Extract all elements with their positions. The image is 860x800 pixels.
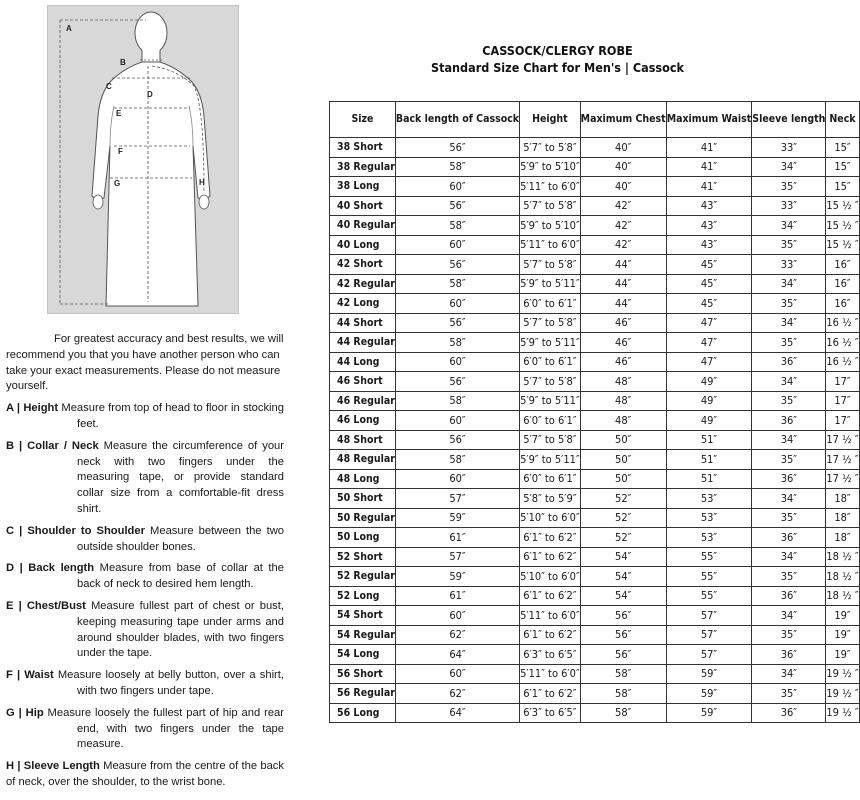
cell-back-length: 62″ xyxy=(395,625,519,645)
cell-sleeve: 36″ xyxy=(752,528,826,548)
table-row xyxy=(330,430,860,450)
cell-size: 40 Long xyxy=(330,235,396,255)
table-row xyxy=(330,352,860,372)
cell-waist: 59″ xyxy=(666,664,752,684)
cell-sleeve: 34″ xyxy=(752,157,826,177)
table-row xyxy=(330,372,860,392)
cell-size: 52 Regular xyxy=(330,567,396,587)
instruction-text: Measure the circumference of your neck with two fingers under the measuring tape, or provide standard collar size from a comfortable-fit dress shirt. xyxy=(77,439,285,515)
cell-size: 50 Regular xyxy=(330,508,396,528)
table-row xyxy=(330,157,860,177)
cell-chest: 54″ xyxy=(580,547,666,567)
table-row xyxy=(330,313,860,333)
cell-height: 5′9″ to 5′11″ xyxy=(520,274,581,294)
figure-letter-g: G xyxy=(114,179,121,188)
table-row xyxy=(330,216,860,236)
cell-sleeve: 33″ xyxy=(752,196,826,216)
cell-height: 5′10″ to 6′0″ xyxy=(520,567,581,587)
cell-sleeve: 35″ xyxy=(752,333,826,353)
instruction-hip xyxy=(6,706,284,753)
cell-sleeve: 34″ xyxy=(752,313,826,333)
cell-waist: 55″ xyxy=(666,567,752,587)
cell-height: 5′9″ to 5′10″ xyxy=(520,157,581,177)
cell-chest: 52″ xyxy=(580,508,666,528)
cell-neck: 17 ½ ″ xyxy=(826,450,859,470)
cell-sleeve: 35″ xyxy=(752,294,826,314)
instruction-label: C | Shoulder to Shoulder xyxy=(6,524,145,537)
table-row xyxy=(330,664,860,684)
cell-sleeve: 34″ xyxy=(752,664,826,684)
cell-sleeve: 33″ xyxy=(752,255,826,275)
cell-chest: 54″ xyxy=(580,586,666,606)
cell-size: 42 Long xyxy=(330,294,396,314)
table-row xyxy=(330,508,860,528)
cell-waist: 51″ xyxy=(666,430,752,450)
cell-neck: 18″ xyxy=(826,489,859,509)
instruction-label: F | Waist xyxy=(6,669,54,682)
cell-neck: 15 ½ ″ xyxy=(826,235,859,255)
cell-waist: 57″ xyxy=(666,625,752,645)
cell-waist: 49″ xyxy=(666,372,752,392)
cell-height: 5′8″ to 5′9″ xyxy=(520,489,581,509)
cell-waist: 47″ xyxy=(666,352,752,372)
cell-chest: 44″ xyxy=(580,255,666,275)
cell-waist: 41″ xyxy=(666,177,752,197)
table-row xyxy=(330,450,860,470)
table-row xyxy=(330,684,860,704)
cell-neck: 17″ xyxy=(826,372,859,392)
cell-waist: 59″ xyxy=(666,703,752,723)
figure-letter-c: C xyxy=(106,82,112,91)
cell-size: 44 Long xyxy=(330,352,396,372)
cell-back-length: 58″ xyxy=(395,333,519,353)
table-row xyxy=(330,411,860,431)
cell-size: 54 Regular xyxy=(330,625,396,645)
cell-size: 48 Regular xyxy=(330,450,396,470)
cell-size: 44 Regular xyxy=(330,333,396,353)
cell-neck: 16″ xyxy=(826,255,859,275)
table-row xyxy=(330,255,860,275)
cell-height: 5′11″ to 6′0″ xyxy=(520,664,581,684)
cell-back-length: 58″ xyxy=(395,450,519,470)
cell-sleeve: 34″ xyxy=(752,274,826,294)
cell-neck: 15″ xyxy=(826,177,859,197)
cell-height: 6′0″ to 6′1″ xyxy=(520,352,581,372)
cell-chest: 50″ xyxy=(580,450,666,470)
cell-sleeve: 35″ xyxy=(752,235,826,255)
cell-chest: 52″ xyxy=(580,489,666,509)
table-row xyxy=(330,235,860,255)
cell-size: 50 Long xyxy=(330,528,396,548)
cell-sleeve: 34″ xyxy=(752,430,826,450)
table-row xyxy=(330,391,860,411)
cell-size: 54 Short xyxy=(330,606,396,626)
cell-chest: 52″ xyxy=(580,528,666,548)
cell-waist: 43″ xyxy=(666,216,752,236)
cell-back-length: 61″ xyxy=(395,528,519,548)
cell-height: 5′7″ to 5′8″ xyxy=(520,138,581,158)
cell-chest: 54″ xyxy=(580,567,666,587)
cell-back-length: 58″ xyxy=(395,157,519,177)
cell-neck: 15″ xyxy=(826,138,859,158)
cell-size: 40 Regular xyxy=(330,216,396,236)
table-row xyxy=(330,469,860,489)
cell-sleeve: 36″ xyxy=(752,703,826,723)
cell-size: 56 Regular xyxy=(330,684,396,704)
cell-size: 48 Short xyxy=(330,430,396,450)
table-row xyxy=(330,625,860,645)
cell-size: 46 Short xyxy=(330,372,396,392)
cell-back-length: 60″ xyxy=(395,177,519,197)
cell-neck: 17 ½ ″ xyxy=(826,469,859,489)
table-row xyxy=(330,333,860,353)
cell-waist: 59″ xyxy=(666,684,752,704)
cell-waist: 49″ xyxy=(666,391,752,411)
cell-sleeve: 33″ xyxy=(752,138,826,158)
instruction-label: E | Chest/Bust xyxy=(6,599,86,612)
cell-waist: 53″ xyxy=(666,489,752,509)
table-row xyxy=(330,645,860,665)
cell-chest: 40″ xyxy=(580,138,666,158)
cell-size: 40 Short xyxy=(330,196,396,216)
measurement-figure xyxy=(47,5,239,314)
cell-chest: 42″ xyxy=(580,216,666,236)
cell-size: 54 Long xyxy=(330,645,396,665)
cell-size: 46 Long xyxy=(330,411,396,431)
instruction-label: D | Back length xyxy=(6,562,95,575)
cell-size: 50 Short xyxy=(330,489,396,509)
cell-sleeve: 36″ xyxy=(752,586,826,606)
cell-size: 38 Short xyxy=(330,138,396,158)
cell-chest: 50″ xyxy=(580,430,666,450)
cell-back-length: 56″ xyxy=(395,255,519,275)
cell-height: 5′9″ to 5′10″ xyxy=(520,216,581,236)
cell-height: 5′9″ to 5′11″ xyxy=(520,391,581,411)
cell-height: 5′11″ to 6′0″ xyxy=(520,606,581,626)
cell-height: 6′1″ to 6′2″ xyxy=(520,586,581,606)
cell-height: 6′1″ to 6′2″ xyxy=(520,684,581,704)
figure-letter-f: F xyxy=(118,147,123,156)
cell-back-length: 62″ xyxy=(395,684,519,704)
cell-sleeve: 34″ xyxy=(752,372,826,392)
instruction-back-length xyxy=(6,561,284,593)
cell-height: 5′7″ to 5′8″ xyxy=(520,372,581,392)
cell-size: 42 Regular xyxy=(330,274,396,294)
cell-neck: 15″ xyxy=(826,157,859,177)
cell-waist: 43″ xyxy=(666,235,752,255)
figure-letter-d: D xyxy=(147,90,153,99)
cell-waist: 51″ xyxy=(666,450,752,470)
cell-neck: 17″ xyxy=(826,411,859,431)
cell-height: 6′0″ to 6′1″ xyxy=(520,294,581,314)
instruction-text: Measure from base of collar at the back of neck to desired hem length. xyxy=(77,562,284,591)
instruction-label: H | Sleeve Length xyxy=(6,760,100,773)
instruction-chest xyxy=(6,599,284,662)
header-height: Height xyxy=(520,102,581,138)
cell-neck: 16 ½ ″ xyxy=(826,333,859,353)
cell-neck: 18 ½ ″ xyxy=(826,586,859,606)
cell-back-length: 60″ xyxy=(395,606,519,626)
instruction-text: Measure between the two outside shoulder bones. xyxy=(77,524,284,553)
cell-height: 6′1″ to 6′2″ xyxy=(520,625,581,645)
instruction-text: Measure from top of head to floor in stocking feet. xyxy=(58,402,284,430)
cell-height: 5′7″ to 5′8″ xyxy=(520,255,581,275)
cell-waist: 57″ xyxy=(666,606,752,626)
cell-sleeve: 35″ xyxy=(752,177,826,197)
figure-letter-a: A xyxy=(66,24,72,33)
chart-title xyxy=(330,42,785,76)
cell-neck: 17 ½ ″ xyxy=(826,430,859,450)
cell-size: 52 Long xyxy=(330,586,396,606)
cell-sleeve: 35″ xyxy=(752,508,826,528)
cell-sleeve: 34″ xyxy=(752,606,826,626)
instruction-collar xyxy=(6,439,284,518)
cell-height: 5′11″ to 6′0″ xyxy=(520,235,581,255)
table-row xyxy=(330,196,860,216)
cell-back-length: 60″ xyxy=(395,411,519,431)
cell-neck: 16 ½ ″ xyxy=(826,313,859,333)
cell-size: 44 Short xyxy=(330,313,396,333)
instruction-label: G | Hip xyxy=(6,706,44,719)
cell-back-length: 56″ xyxy=(395,313,519,333)
cell-waist: 43″ xyxy=(666,196,752,216)
cell-neck: 18 ½ ″ xyxy=(826,567,859,587)
cell-sleeve: 35″ xyxy=(752,684,826,704)
cell-height: 6′3″ to 6′5″ xyxy=(520,703,581,723)
cell-waist: 51″ xyxy=(666,469,752,489)
cell-back-length: 60″ xyxy=(395,352,519,372)
cell-chest: 42″ xyxy=(580,235,666,255)
cell-back-length: 56″ xyxy=(395,430,519,450)
cell-sleeve: 35″ xyxy=(752,450,826,470)
cell-chest: 48″ xyxy=(580,372,666,392)
cell-height: 6′0″ to 6′1″ xyxy=(520,469,581,489)
chart-title-line2: Standard Size Chart for Men's | Cassock xyxy=(430,60,684,75)
cell-back-length: 56″ xyxy=(395,372,519,392)
cell-size: 52 Short xyxy=(330,547,396,567)
cell-size: 42 Short xyxy=(330,255,396,275)
cell-waist: 41″ xyxy=(666,157,752,177)
cell-chest: 56″ xyxy=(580,645,666,665)
cell-back-length: 60″ xyxy=(395,294,519,314)
cell-neck: 16″ xyxy=(826,274,859,294)
cell-sleeve: 34″ xyxy=(752,489,826,509)
header-sleeve: Sleeve length xyxy=(752,102,826,138)
table-row xyxy=(330,138,860,158)
figure-letter-e: E xyxy=(116,109,122,118)
cell-height: 5′9″ to 5′11″ xyxy=(520,450,581,470)
figure-letter-b: B xyxy=(120,58,126,67)
instruction-label: B | Collar / Neck xyxy=(6,439,99,452)
cell-size: 56 Long xyxy=(330,703,396,723)
header-size: Size xyxy=(330,102,396,138)
instruction-shoulder xyxy=(6,524,284,556)
cell-back-length: 64″ xyxy=(395,645,519,665)
cell-waist: 53″ xyxy=(666,528,752,548)
cell-back-length: 58″ xyxy=(395,274,519,294)
table-row xyxy=(330,177,860,197)
cell-back-length: 60″ xyxy=(395,235,519,255)
cell-height: 5′11″ to 6′0″ xyxy=(520,177,581,197)
header-chest: Maximum Chest xyxy=(580,102,666,138)
cell-chest: 46″ xyxy=(580,313,666,333)
cell-sleeve: 35″ xyxy=(752,567,826,587)
cell-chest: 46″ xyxy=(580,352,666,372)
cell-chest: 48″ xyxy=(580,411,666,431)
cell-sleeve: 35″ xyxy=(752,391,826,411)
cell-chest: 56″ xyxy=(580,625,666,645)
cell-waist: 47″ xyxy=(666,333,752,353)
cell-waist: 45″ xyxy=(666,274,752,294)
cell-neck: 15 ½ ″ xyxy=(826,196,859,216)
cell-waist: 57″ xyxy=(666,645,752,665)
cell-neck: 19″ xyxy=(826,606,859,626)
cell-neck: 19 ½ ″ xyxy=(826,664,859,684)
cell-back-length: 60″ xyxy=(395,469,519,489)
cell-chest: 40″ xyxy=(580,177,666,197)
cell-sleeve: 36″ xyxy=(752,645,826,665)
measurement-instructions xyxy=(6,332,284,797)
cell-height: 5′10″ to 6′0″ xyxy=(520,508,581,528)
cell-back-length: 61″ xyxy=(395,586,519,606)
table-row xyxy=(330,586,860,606)
cell-waist: 45″ xyxy=(666,294,752,314)
cell-waist: 55″ xyxy=(666,547,752,567)
cell-chest: 42″ xyxy=(580,196,666,216)
cell-neck: 15 ½ ″ xyxy=(826,216,859,236)
cell-chest: 50″ xyxy=(580,469,666,489)
cell-back-length: 56″ xyxy=(395,138,519,158)
cell-chest: 56″ xyxy=(580,606,666,626)
cell-sleeve: 36″ xyxy=(752,411,826,431)
cell-back-length: 57″ xyxy=(395,489,519,509)
header-waist: Maximum Waist xyxy=(666,102,752,138)
table-header-row xyxy=(330,102,860,138)
cell-back-length: 60″ xyxy=(395,664,519,684)
cell-back-length: 56″ xyxy=(395,196,519,216)
table-row xyxy=(330,606,860,626)
cell-height: 5′7″ to 5′8″ xyxy=(520,313,581,333)
cell-chest: 58″ xyxy=(580,664,666,684)
cell-neck: 18 ½ ″ xyxy=(826,547,859,567)
cell-sleeve: 34″ xyxy=(752,216,826,236)
cell-back-length: 58″ xyxy=(395,216,519,236)
table-row xyxy=(330,294,860,314)
cell-chest: 46″ xyxy=(580,333,666,353)
robe-figure-drawing xyxy=(48,6,238,313)
cell-chest: 40″ xyxy=(580,157,666,177)
cell-sleeve: 36″ xyxy=(752,352,826,372)
cell-waist: 55″ xyxy=(666,586,752,606)
cell-height: 5′7″ to 5′8″ xyxy=(520,196,581,216)
cell-waist: 41″ xyxy=(666,138,752,158)
instruction-waist xyxy=(6,668,284,700)
cell-neck: 16″ xyxy=(826,294,859,314)
cell-waist: 53″ xyxy=(666,508,752,528)
instruction-height xyxy=(6,401,284,433)
cell-height: 6′0″ to 6′1″ xyxy=(520,411,581,431)
cell-chest: 48″ xyxy=(580,391,666,411)
instruction-text: Measure loosely at belly button, over a shirt, with two fingers under tape. xyxy=(53,669,284,697)
cell-back-length: 57″ xyxy=(395,547,519,567)
table-row xyxy=(330,274,860,294)
cell-height: 5′7″ to 5′8″ xyxy=(520,430,581,450)
figure-letter-h: H xyxy=(199,178,205,187)
cell-neck: 19 ½ ″ xyxy=(826,684,859,704)
chart-title-line1: CASSOCK/CLERGY ROBE xyxy=(482,43,633,58)
cell-neck: 18″ xyxy=(826,528,859,548)
cell-back-length: 64″ xyxy=(395,703,519,723)
cell-size: 46 Regular xyxy=(330,391,396,411)
cell-neck: 19 ½ ″ xyxy=(826,703,859,723)
cell-back-length: 59″ xyxy=(395,567,519,587)
instruction-text: Measure from the centre of the back of neck, over the shoulder, to the wrist bone. xyxy=(6,760,284,788)
header-neck: Neck xyxy=(826,102,859,138)
instruction-text: Measure fullest part of chest or bust, keeping measuring tape under arms and around shoulder blades, with two fingers under the tape. xyxy=(77,599,284,660)
table-row xyxy=(330,703,860,723)
size-chart-table xyxy=(329,101,860,723)
cell-neck: 19″ xyxy=(826,645,859,665)
cell-size: 48 Long xyxy=(330,469,396,489)
cell-size: 38 Regular xyxy=(330,157,396,177)
cell-chest: 58″ xyxy=(580,703,666,723)
table-row xyxy=(330,567,860,587)
cell-sleeve: 36″ xyxy=(752,469,826,489)
cell-chest: 44″ xyxy=(580,274,666,294)
cell-waist: 45″ xyxy=(666,255,752,275)
cell-neck: 17″ xyxy=(826,391,859,411)
cell-chest: 44″ xyxy=(580,294,666,314)
table-body xyxy=(330,138,860,723)
instruction-label: A | Height xyxy=(6,402,59,415)
cell-sleeve: 35″ xyxy=(752,625,826,645)
table-row xyxy=(330,528,860,548)
instruction-sleeve xyxy=(6,759,284,791)
cell-neck: 18″ xyxy=(826,508,859,528)
header-back-length: Back length of Cassock xyxy=(395,102,519,138)
instructions-intro: For greatest accuracy and best results, we will recommend you that you have another person who can take your exact measurements. Please do not measure yourself. xyxy=(6,333,284,393)
table-row xyxy=(330,489,860,509)
cell-neck: 19″ xyxy=(826,625,859,645)
cell-height: 6′1″ to 6′2″ xyxy=(520,528,581,548)
cell-height: 6′1″ to 6′2″ xyxy=(520,547,581,567)
cell-back-length: 59″ xyxy=(395,508,519,528)
table-row xyxy=(330,547,860,567)
instruction-text: Measure loosely the fullest part of hip and rear end, with two fingers under the tape measure. xyxy=(43,706,284,751)
cell-height: 6′3″ to 6′5″ xyxy=(520,645,581,665)
cell-waist: 47″ xyxy=(666,313,752,333)
cell-size: 56 Short xyxy=(330,664,396,684)
cell-back-length: 58″ xyxy=(395,391,519,411)
cell-neck: 16 ½ ″ xyxy=(826,352,859,372)
cell-size: 38 Long xyxy=(330,177,396,197)
cell-chest: 58″ xyxy=(580,684,666,704)
cell-sleeve: 34″ xyxy=(752,547,826,567)
cell-height: 5′9″ to 5′11″ xyxy=(520,333,581,353)
cell-waist: 49″ xyxy=(666,411,752,431)
